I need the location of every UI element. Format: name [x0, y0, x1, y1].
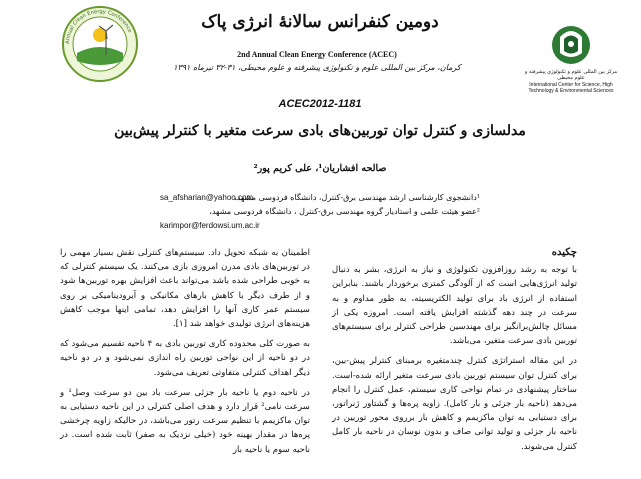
abstract-paragraph: با توجه به رشد روزافزون تکنولوژی و نیاز به انرژی، بشر به دنبال تولید انرژی‌هایی است که از آلودگی کمتری برخوردار باشند. بنابراین استفاده از انرژی باد برای تولید الکتریسیته، به طور مداوم و به سرعت در چند دهه گذشته افزایش یافته است. امروزه یکی از مسائل چالش‌برانگیز برای مهندسین طراحی کنترلر برای سیستم‌های توربین بادی سرعت متغیر، می‌باشد.	[332, 265, 577, 347]
abstract-heading: چکیده	[551, 247, 577, 258]
paper-authors: صالحه افشاریان¹، علی کریم پور²	[253, 163, 387, 174]
abstract-paragraph: در این مقاله استراتژی کنترل چندمتغیره برمبنای کنترلر پیش-بین، برای کنترل توان سیستم توربین بادی سرعت متغیر ارائه شده-است. ساختار پیشنهادی در تمام نواحی کاری سیستم، عمل کنترل را انجام می‌دهد (ناحیه بار جزئی و بار کامل). زاویه پره‌ها و گشتاور ژنراتور، برای دستیابی به توان ماکزیمم و کاهش بار برروی محور توربین در ناحیه بار جزئی و تولید توانی صاف و بدون نوسان در ناحیه بار کامل کنترل می‌شوند.	[332, 356, 577, 452]
body-column	[60, 246, 310, 463]
conference-logo-text: Annual Clean Energy Conference	[64, 8, 133, 45]
body-paragraph: در ناحیه دوم یا ناحیه بار جزئی سرعت باد بین دو سرعت وصل¹ و سرعت نامی² قرار دارد و هدف اصلی کنترلی در این ناحیه دستیابی به توان ماکزیمم با تنظیم سرعت رتور می‌باشد، در حالیکه زاویه چرخشی پره‌ها در مقدار بهینه خود (خیلی نزدیک به صفر) ثابت شده است. در ناحیه سوم یا ناحیه بار	[60, 387, 310, 455]
svg-text:وزارت علوم، تحقیقات و فناوری	[520, 3, 523, 5]
conference-logo	[61, 5, 139, 83]
conference-title-fa: دومین کنفرانس سالانهٔ انرژی پاک	[201, 12, 439, 32]
affiliation-1	[160, 193, 480, 205]
affiliation-text: ¹دانشجوی کارشناسی ارشد مهندسی برق-کنترل، دانشگاه فردوسی مشهد،	[234, 193, 480, 202]
institute-logo-caption-fa: مرکز بین المللی علوم و تکنولوژی پیشرفته و علوم محیطی	[524, 69, 618, 81]
affiliation-2	[160, 207, 480, 230]
affiliation-email: sa_afsharian@yahoo.com	[160, 193, 254, 202]
conference-place-date: کرمان، مرکز بین المللی علوم و تکنولوژی پیشرفته و علوم محیطی، ۳۱-۳۲ تیرماه ۱۳۹۱	[173, 63, 461, 72]
institute-logo	[520, 3, 622, 103]
body-paragraph: اطمینان به شبکه تحویل داد. سیستم‌های کنترلی نقش بسیار مهمی را در توربین‌های بادی مدرن امروزی بازی می‌کنند. یک سیستم کنترلی که به خوبی طراحی شده باشد می‌تواند باعث افزایش بهره توربین‌ها شود و از طرف دیگر با کاهش بارهای مکانیکی و آیرودینامیکی بر روی سیستم عمر کاری آنها را افزایش دهد، تمامی اینها موجب کاهش هزینه‌های انرژی تولیدی خواهد شد [۱].	[60, 248, 310, 330]
affiliation-email: karimpor@ferdowsi.um.ac.ir	[160, 221, 260, 230]
body-paragraph: به صورت کلی محدوده کاری توربین بادی به ۴ ناحیه تقسیم می‌شود که در دو ناحیه از این نواحی توربین راه اندازی نمی‌شود و در دو ناحیه دیگر اهداف کنترلی متفاوتی تعریف می‌شود.	[60, 339, 310, 378]
paper-title: مدلسازی و کنترل توان توربین‌های بادی سرعت متغیر با کنترلر پیش‌بین	[114, 123, 526, 139]
conference-title-en: 2nd Annual Clean Energy Conference (ACEC)	[237, 50, 397, 59]
paper-id: ACEC2012-1181	[278, 98, 362, 110]
abstract-column	[332, 246, 577, 460]
institute-logo-caption-en: International Center for Science, High Technology & Environmental Sciences	[528, 82, 614, 94]
institute-logo-arc-text	[520, 3, 523, 5]
affiliation-text: ²عضو هیئت علمی و استادیار گروه مهندسی برق-کنترل ، دانشگاه فردوسی مشهد،	[209, 207, 480, 216]
